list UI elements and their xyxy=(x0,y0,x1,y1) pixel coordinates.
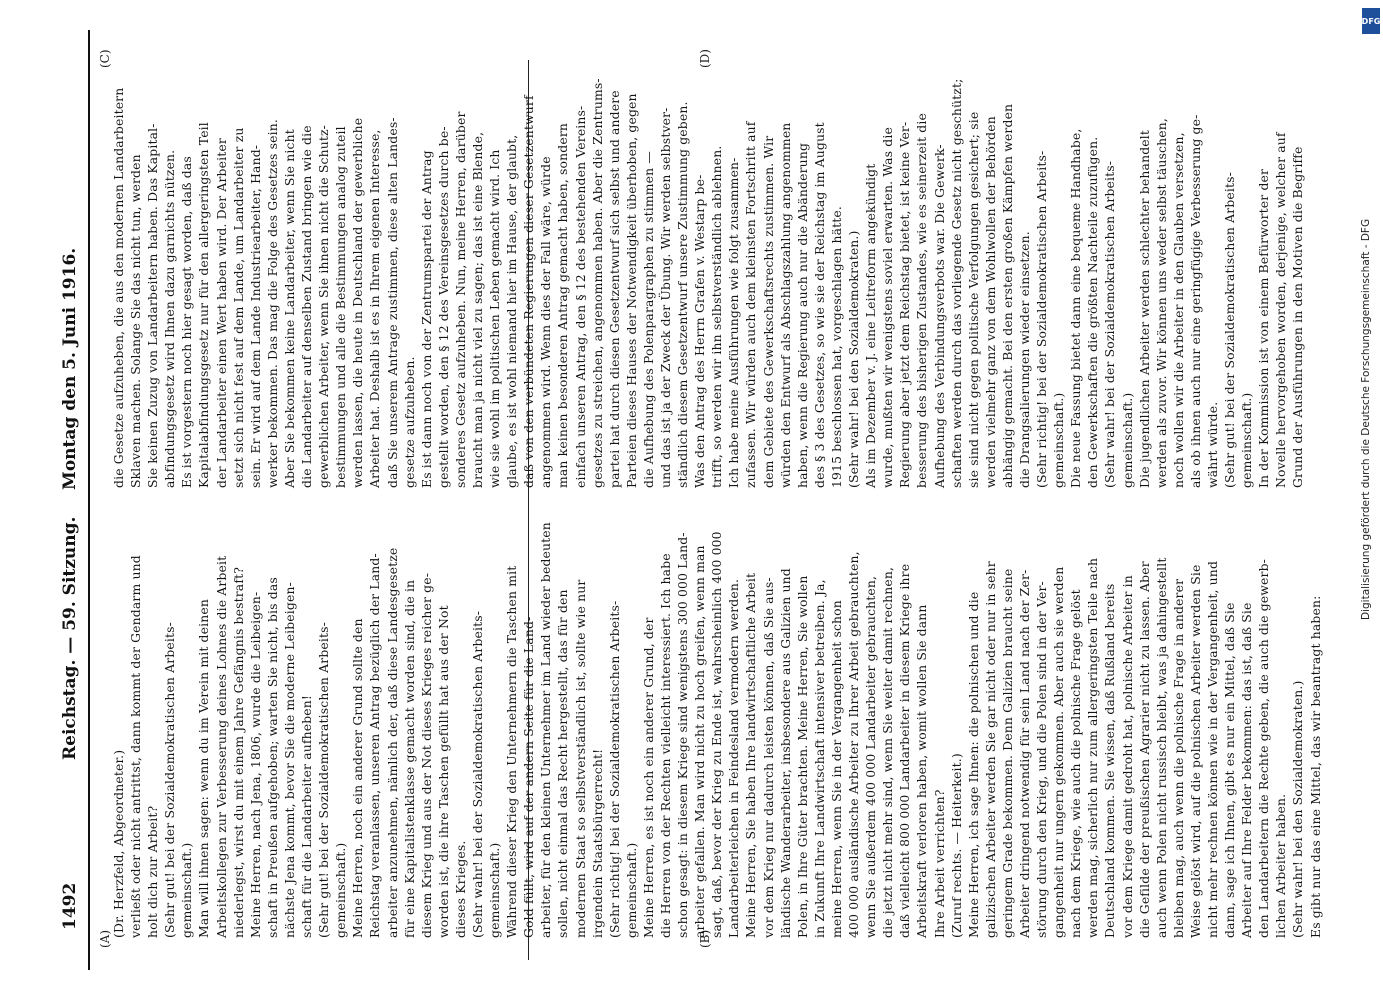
text-line: vor dem Kriege damit gedroht hat, polnische Arbeiter in xyxy=(1119,575,1135,938)
text-line: wie sie wohl im politischen Leben gemacht wird. Ich xyxy=(487,149,503,488)
margin-letter-d: (D) xyxy=(698,49,712,68)
text-line: daß vielleicht 800 000 Landarbeiter in diesem Kriege ihre xyxy=(897,563,913,938)
text-line: irgendein Staatsbürgerrecht! xyxy=(589,748,605,938)
text-line: Meine Herren, noch ein anderer Grund sollte den xyxy=(350,618,366,938)
text-line: gesetze aufzuheben. xyxy=(401,356,417,488)
text-line: sollen, nicht einmal das Recht hergestellt, das für den xyxy=(555,589,571,938)
text-line: den Gewerkschaften die größten Nachteile zuzufügen. xyxy=(1085,136,1101,488)
text-line: niederlegst, wirst du mit einem Jahre Gefängnis bestraft? xyxy=(230,566,246,938)
header-rule xyxy=(88,30,90,970)
text-line: gesetzes zu streichen, angenommen haben. Aber die Zentrums- xyxy=(589,78,605,488)
text-line: Die neue Fassung bietet dann eine bequeme Handhabe, xyxy=(1068,128,1084,488)
text-line: arbeiter, für den kleinen Unternehmer im Land wieder bedeuten xyxy=(538,522,554,938)
text-line: Landarbeiterleichen in Feindesland vermodern werden. xyxy=(726,578,742,938)
text-line: Arbeitskollegen zur Verbesserung deines Lohnes die Arbeit xyxy=(213,555,229,938)
text-line: worden ist, die ihre Taschen gefüllt hat aus der Not xyxy=(435,605,451,938)
text-line: gemeinschaft.) xyxy=(1119,392,1135,488)
text-line: sie sind nicht gegen politische Verfolgungen gesichert; sie xyxy=(965,111,981,488)
text-line: gestellt worden, den § 12 des Vereinsgesetzes durch be- xyxy=(435,126,451,488)
text-line: Die jugendlichen Arbeiter werden schlechter behandelt xyxy=(1136,129,1152,488)
text-line: (Dr. Herzfeld, Abgeordneter.) xyxy=(111,749,126,938)
text-line: die Landarbeiter auf denselben Zustand bringen wie die xyxy=(299,125,315,488)
text-line: galizischen Arbeiter werden Sie gar nicht oder nur in sehr xyxy=(982,561,998,938)
text-line: die jetzt nicht mehr sind, wenn Sie weiter damit rechnen, xyxy=(880,566,896,938)
text-line: Parteien dieses Hauses der Notwendigkeit überhoben, gegen xyxy=(623,93,639,488)
text-line: Reichstag veranlassen, unseren Antrag bezüglich der Land- xyxy=(367,553,383,938)
text-line: werden lassen, die heute in Deutschland der gewerbliche xyxy=(350,117,366,488)
left-column xyxy=(110,506,1324,938)
text-line: einfach unseren Antrag, den § 12 des bestehenden Vereins- xyxy=(572,105,588,488)
text-line: Deutschland kommen. Sie wissen, daß Rußland bereits xyxy=(1102,583,1118,938)
text-line: In der Kommission ist von einem Befürworter der xyxy=(1256,168,1272,488)
text-line: dieses Krieges. xyxy=(452,840,468,938)
text-line: Polen, in Ihre Güter brachten. Meine Herren, Sie wollen xyxy=(794,575,810,938)
session-title: Reichstag. — 59. Sitzung. xyxy=(60,516,80,760)
text-line: werden als zuvor. Wir können uns weder selbst täuschen, xyxy=(1153,118,1169,488)
text-line: (Sehr wahr! bei den Sozialdemokraten.) xyxy=(846,230,862,488)
text-line: schaft in Preußen aufgehoben; warten Sie nicht, bis das xyxy=(264,577,280,938)
session-date: Montag den 5. Juni 1916. xyxy=(60,247,80,490)
text-line: (Sehr richtig! bei der Sozialdemokratischen Arbeits- xyxy=(606,600,622,938)
text-line: gemeinschaft.) xyxy=(333,842,349,938)
text-line: schaften werden durch das vorliegende Gesetz nicht geschützt; xyxy=(948,78,964,488)
text-line: abfindungsgesetz wird Ihnen dazu garnichts nützen. xyxy=(162,149,178,488)
text-line: nach dem Kriege, wie auch die polnische Frage gelöst xyxy=(1068,589,1084,938)
text-line: setzt sich nicht fest auf dem Lande, um Landarbeiter zu xyxy=(230,127,246,488)
text-line: den Landarbeitern die Rechte geben, die auch die gewerb- xyxy=(1256,559,1272,938)
text-line: (Zuruf rechts. — Heiterkeit.) xyxy=(948,753,964,938)
text-line: man keinen besonderen Antrag gemacht haben, sondern xyxy=(555,122,571,488)
text-line: Es ist vorgestern noch hier gesagt worden, daß das xyxy=(179,156,195,488)
text-line: diesem Krieg und aus der Not dieses Krieges reicher ge- xyxy=(418,572,434,938)
text-line: die Drangsalierungen wieder einsetzen. xyxy=(1016,231,1032,488)
text-line: Was den Antrag des Herrn Grafen v. Westarp be- xyxy=(692,174,708,488)
text-line: schon gesagt: in diesem Kriege sind wenigstens 300 000 Land- xyxy=(675,532,691,938)
text-line: Grund der Ausführungen in den Motiven die Begriffe xyxy=(1290,146,1306,488)
text-line: besserung des bisherigen Zustandes, wie es seinerzeit die xyxy=(914,113,930,488)
text-line: (Sehr wahr! bei den Sozialdemokraten.) xyxy=(1290,680,1306,938)
text-line: arbeiter gefallen. Man wird nicht zu hoch greifen, wenn man xyxy=(692,545,708,938)
text-line: störung durch den Krieg, und die Polen sind in der Ver- xyxy=(1034,581,1050,938)
text-line: Als im Dezember v. J. eine Leitreform angekündigt xyxy=(863,163,879,488)
text-line: Kapitalabfindungsgesetz nur für den allergeringsten Teil xyxy=(196,122,212,488)
text-line: nicht mehr rechnen können wie in der Vergangenheit, und xyxy=(1205,560,1220,938)
text-line: werden mag, sicherlich nur zum allergeringsten Teile nach xyxy=(1085,557,1101,938)
text-line: des § 3 des Gesetzes, so wie sie der Reichstag im August xyxy=(811,122,827,488)
text-line: Meine Herren, nach Jena, 1806, wurde die Leibeigen- xyxy=(247,591,263,938)
text-line: werden vielmehr ganz von dem Wohlwollen der Behörden xyxy=(982,116,998,488)
margin-letter-a: (A) xyxy=(98,929,112,948)
text-line: Es gibt nur das eine Mittel, das wir beantragt haben: xyxy=(1307,595,1323,938)
text-line: die Gefilde der preußischen Agrarier nicht zu lassen. Aber xyxy=(1136,561,1152,938)
dfg-logo: DFG xyxy=(1362,8,1380,34)
text-line: gemeinschaft.) xyxy=(487,842,503,938)
text-line: Arbeiter auf Ihre Felder bekommen: das ist, daß Sie xyxy=(1239,602,1255,938)
text-line: dem Gebiete des Gewerkschaftsrechts zustimmen. Wir xyxy=(760,135,776,488)
text-line: geringem Grade bekommen. Denn Galizien braucht seine xyxy=(999,568,1015,938)
text-line: gemeinschaft.) xyxy=(623,842,639,938)
text-line: die Aufhebung des Polenparagraphen zu stimmen — xyxy=(640,151,656,488)
text-line: partei hat durch diesen Gesetzentwurf sich selbst und andere xyxy=(606,90,622,488)
text-line: meine Herren, wenn Sie in der Vergangenheit schon xyxy=(828,600,844,938)
text-line: wenn Sie außerdem 400 000 Landarbeiter gebrauchten, xyxy=(863,575,879,938)
text-line: sein. Er wird auf dem Lande Industriearbeiter, Hand- xyxy=(247,144,263,488)
margin-letter-b: (B) xyxy=(698,929,712,948)
digitization-note: Digitalisierung gefördert durch die Deutsche Forschungsgemeinschaft - DFG xyxy=(1360,218,1372,620)
text-line: (Sehr richtig! bei der Sozialdemokratischen Arbeits- xyxy=(1034,150,1050,488)
text-line: schaft für die Landarbeiter aufheben! xyxy=(299,694,315,938)
text-line: (Sehr gut! bei der Sozialdemokratischen Arbeits- xyxy=(1222,172,1238,488)
text-line: als ob ihnen auch nur eine geringfügige Verbesserung ge- xyxy=(1187,114,1203,488)
text-line: Sklaven machen. Solange Sie das nicht tun, werden xyxy=(128,154,144,488)
text-line: Arbeitskraft verloren haben, womit wollen Sie dann xyxy=(914,604,930,938)
text-line: 1915 beschlossen hat, vorgeschlagen hätte. xyxy=(828,206,844,488)
text-line: Es ist dann noch von der Zentrumspartei der Antrag xyxy=(418,150,434,488)
text-line: bestimmungen und alle die Bestimmungen analog zuteil xyxy=(333,126,349,488)
text-line: und das ist ja der Zweck der Übung. Wir werden selbstver- xyxy=(658,107,673,488)
text-line: Novelle hervorgehoben worden, derjenige, welcher auf xyxy=(1273,132,1289,488)
text-line: (Sehr gut! bei der Sozialdemokratischen Arbeits- xyxy=(316,622,332,938)
text-line: zufassen. Wir würden auch dem kleinsten Fortschritt auf xyxy=(743,121,759,488)
text-line: Arbeiter dringend notwendig für sein Land nach der Zer- xyxy=(1016,569,1032,938)
text-line: arbeiter anzunehmen, nämlich der, daß diese Landesgesetze xyxy=(384,547,400,938)
text-line: währt würde. xyxy=(1205,401,1220,488)
text-line: Man will ihnen sagen: wenn du im Verein mit deinen xyxy=(196,599,212,938)
text-line: angenommen wird. Wenn dies der Fall wäre, würde xyxy=(538,156,554,488)
text-line: sagt, daß, bevor der Krieg zu Ende ist, wahrscheinlich 400 000 xyxy=(709,531,725,938)
text-line: Meine Herren, Sie haben Ihre landwirtschaftliche Arbeit xyxy=(743,572,759,938)
text-line: in Zukunft Ihre Landwirtschaft intensiver betreiben. Ja, xyxy=(811,579,827,938)
margin-letter-c: (C) xyxy=(98,49,112,68)
text-line: gemeinschaft.) xyxy=(179,842,195,938)
text-line: Ich habe meine Ausführungen wie folgt zusammen- xyxy=(726,157,742,488)
text-line: Meine Herren, es ist noch ein anderer Grund, der xyxy=(640,617,656,938)
text-line: würden den Entwurf als Abschlagszahlung angenommen xyxy=(777,122,793,488)
text-line: glaube, es ist wohl niemand hier im Hause, der glaubt, xyxy=(504,134,520,488)
text-line: holt dich zur Arbeit? xyxy=(145,805,161,938)
text-line: modernen Staat so selbstverständlich ist, sollte wie nur xyxy=(572,579,588,938)
text-line: Sie keinen Zuzug von Landarbeitern haben. Das Kapital- xyxy=(145,123,161,488)
text-line: daß Sie unserem Antrage zustimmen, diese alten Landes- xyxy=(384,117,400,488)
text-line: sonderes Gesetz aufzuheben. Nun, meine Herren, darüber xyxy=(452,111,468,488)
text-line: (Sehr wahr! bei der Sozialdemokratischen Arbeits- xyxy=(1102,160,1118,488)
text-line: gewerblichen Arbeiter, wenn Sie ihnen nicht die Schutz- xyxy=(316,124,332,488)
text-line: braucht man ja nicht viel zu sagen; das ist eine Blende, xyxy=(469,131,485,488)
text-line: Gold füllt, wird auf der andern Seite für die Land- xyxy=(521,616,537,938)
text-line: bleiben mag, auch wenn die polnische Frage in anderer xyxy=(1170,578,1186,938)
text-line: Regierung aber jetzt dem Reichstag bietet, ist keine Ver- xyxy=(897,121,913,488)
text-line: Aber Sie bekommen keine Landarbeiter, wenn Sie nicht xyxy=(281,129,297,488)
text-line: lichen Arbeiter haben. xyxy=(1273,793,1289,938)
text-line: ländische Wanderarbeiter, insbesondere aus Galizien und xyxy=(777,568,793,938)
text-line: ständlich diesem Gesetzentwurf unsere Zustimmung geben. xyxy=(675,101,691,488)
text-line: die Herren von der Rechten vielleicht interessiert. Ich habe xyxy=(658,553,673,938)
text-line: werker bekommen. Das mag die Folge des Gesetzes sein. xyxy=(264,119,280,488)
text-line: 400 000 ausländische Arbeiter zu Ihrer Arbeit gebrauchten, xyxy=(846,551,862,938)
text-line: wurde, mußten wir wenigstens soviel erwarten. Was die xyxy=(880,127,896,488)
text-line: Ihre Arbeit verrichten? xyxy=(931,789,947,938)
right-column xyxy=(110,56,1307,488)
text-line: Arbeiter hat. Deshalb ist es in Ihrem eigenen Interesse, xyxy=(367,129,383,488)
text-line: trifft, so werden wir ihn selbstverständlich ablehnen. xyxy=(709,145,725,488)
text-line: (Sehr gut! bei der Sozialdemokratischen Arbeits- xyxy=(162,622,178,938)
text-line: gemeinschaft.) xyxy=(1051,392,1067,488)
text-line: haben, wenn die Regierung auch nur die Abänderung xyxy=(794,142,810,488)
text-line: noch wollen wir die Arbeiter in den Glauben versetzen, xyxy=(1170,132,1186,488)
text-line: für eine Kapitalistenklasse gemacht worden sind, die in xyxy=(401,579,417,938)
text-line: Aufhebung des Verbindungsverbots war. Die Gewerk- xyxy=(931,144,947,488)
text-line: Meine Herren, ich sage Ihnen: die polnischen und die xyxy=(965,591,981,938)
text-line: daß von den verbündeten Regierungen dieser Gesetzentwurf xyxy=(521,95,537,488)
text-line: dann, sage ich Ihnen, gibt es nur ein Mittel, daß Sie xyxy=(1222,602,1238,938)
text-line: der Landarbeiter einen Wert haben wird. Der Arbeiter xyxy=(213,138,229,488)
page-number: 1492 xyxy=(60,882,80,930)
text-line: gemeinschaft.) xyxy=(1239,392,1255,488)
text-line: verließt oder nicht antrittst, dann kommt der Gendarm und xyxy=(128,555,144,938)
text-line: abhängig gemacht. Bei den ersten großen Kämpfen werden xyxy=(999,103,1015,488)
text-line: (Sehr wahr! bei der Sozialdemokratischen Arbeits- xyxy=(469,610,485,938)
text-line: auch wenn Polen nicht russisch bleibt, was ja dahingestellt xyxy=(1153,557,1169,938)
text-line: nächste Jena kommt, bevor Sie die moderne Leibeigen- xyxy=(281,582,297,938)
text-line: die Gesetze aufzuheben, die aus den modernen Landarbeitern xyxy=(111,87,126,488)
text-line: Weise gelöst wird, auf die polnischen Arbeiter werden Sie xyxy=(1187,564,1203,938)
text-line: vor dem Krieg nur dadurch leisten können, daß Sie aus- xyxy=(760,577,776,938)
text-line: Während dieser Krieg den Unternehmern die Taschen mit xyxy=(504,565,520,938)
text-line: gangenheit nur ungern gekommen. Aber auch sie werden xyxy=(1051,566,1067,938)
